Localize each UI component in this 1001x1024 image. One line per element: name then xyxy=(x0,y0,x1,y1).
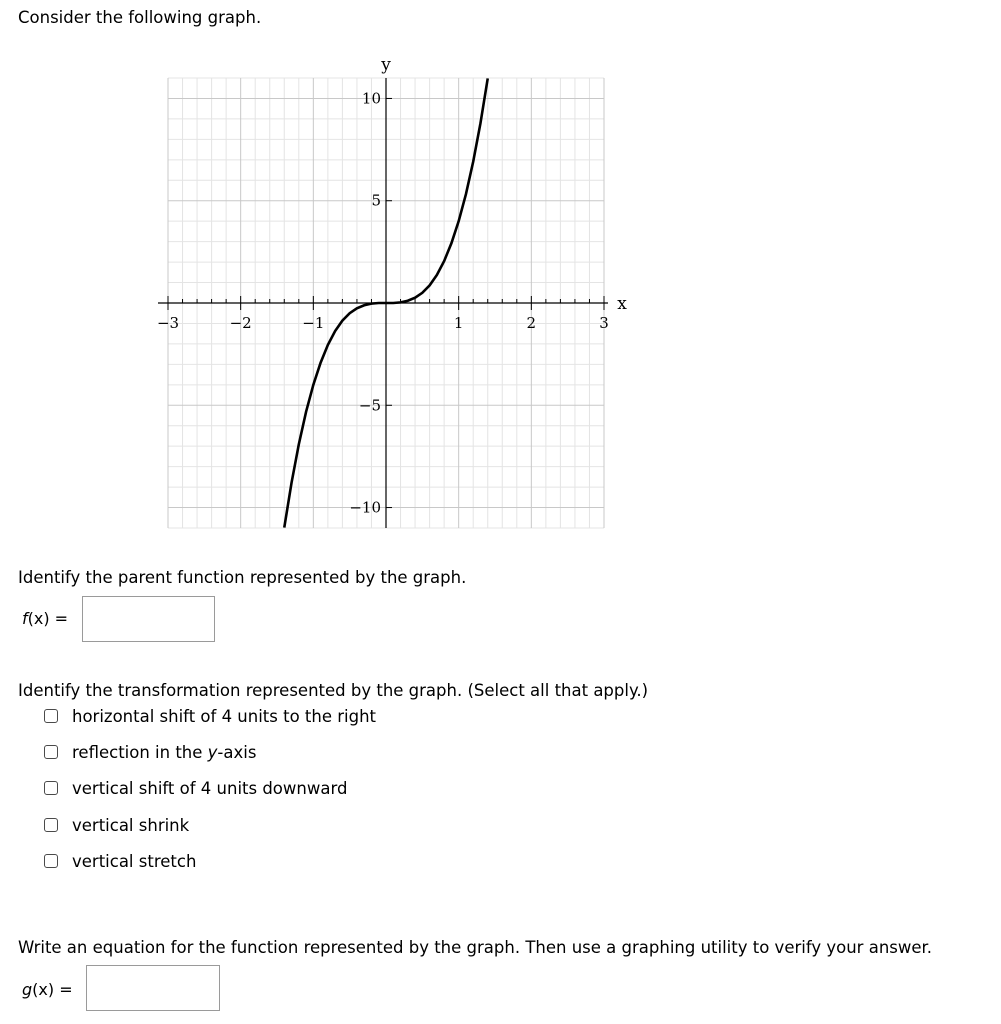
checkbox-vertical-stretch[interactable] xyxy=(44,854,58,868)
g-of-x-label xyxy=(22,980,73,999)
option-label-pre: reflection in the xyxy=(72,742,208,762)
option-vertical-shift[interactable] xyxy=(44,776,347,800)
option-label xyxy=(72,743,256,762)
x-tick-label: −2 xyxy=(229,314,252,332)
y-tick-label: 10 xyxy=(361,89,381,108)
q1-prompt: Identify the parent function represented by the graph. xyxy=(18,568,467,587)
q2-prompt: Identify the transformation represented by the graph. (Select all that apply.) xyxy=(18,681,649,700)
option-label: vertical shrink xyxy=(72,815,190,835)
y-tick-label: −5 xyxy=(358,396,381,415)
x-axis-label: x xyxy=(617,294,627,314)
option-label-post: -axis xyxy=(217,742,257,762)
y-tick-label: −10 xyxy=(349,498,381,517)
f-label-rest: (x) = xyxy=(27,609,69,628)
option-horizontal-shift[interactable] xyxy=(44,704,376,728)
y-axis-label: y xyxy=(381,55,391,75)
option-vertical-stretch[interactable] xyxy=(44,849,196,873)
x-tick-label: 1 xyxy=(453,314,464,332)
x-tick-label: −1 xyxy=(302,314,325,332)
f-of-x-label xyxy=(22,609,68,628)
cubic-graph xyxy=(140,48,640,536)
q3-prompt: Write an equation for the function represented by the graph. Then use a graphing utility to verify your answer. xyxy=(18,938,933,957)
option-label-italic: y xyxy=(207,742,218,762)
checkbox-reflection-y-axis[interactable] xyxy=(44,745,58,759)
intro-text: Consider the following graph. xyxy=(18,8,262,27)
equation-input[interactable] xyxy=(86,965,220,1011)
option-label: horizontal shift of 4 units to the right xyxy=(72,706,377,726)
x-tick-label: 3 xyxy=(599,314,609,332)
option-reflection-y-axis[interactable] xyxy=(44,740,256,764)
x-tick-label: −3 xyxy=(156,314,180,332)
g-label-func: g xyxy=(22,980,33,999)
option-label: vertical shift of 4 units downward xyxy=(72,778,348,798)
g-label-rest: (x) = xyxy=(32,980,73,999)
parent-function-input[interactable] xyxy=(82,596,215,642)
f-label-func: f xyxy=(22,609,28,628)
option-label: vertical stretch xyxy=(72,851,197,871)
option-vertical-shrink[interactable] xyxy=(44,813,189,837)
checkbox-vertical-shrink[interactable] xyxy=(44,818,58,832)
checkbox-vertical-shift[interactable] xyxy=(44,781,58,795)
x-tick-label: 2 xyxy=(526,314,537,332)
y-tick-label: 5 xyxy=(371,191,381,210)
checkbox-horizontal-shift[interactable] xyxy=(44,709,58,723)
